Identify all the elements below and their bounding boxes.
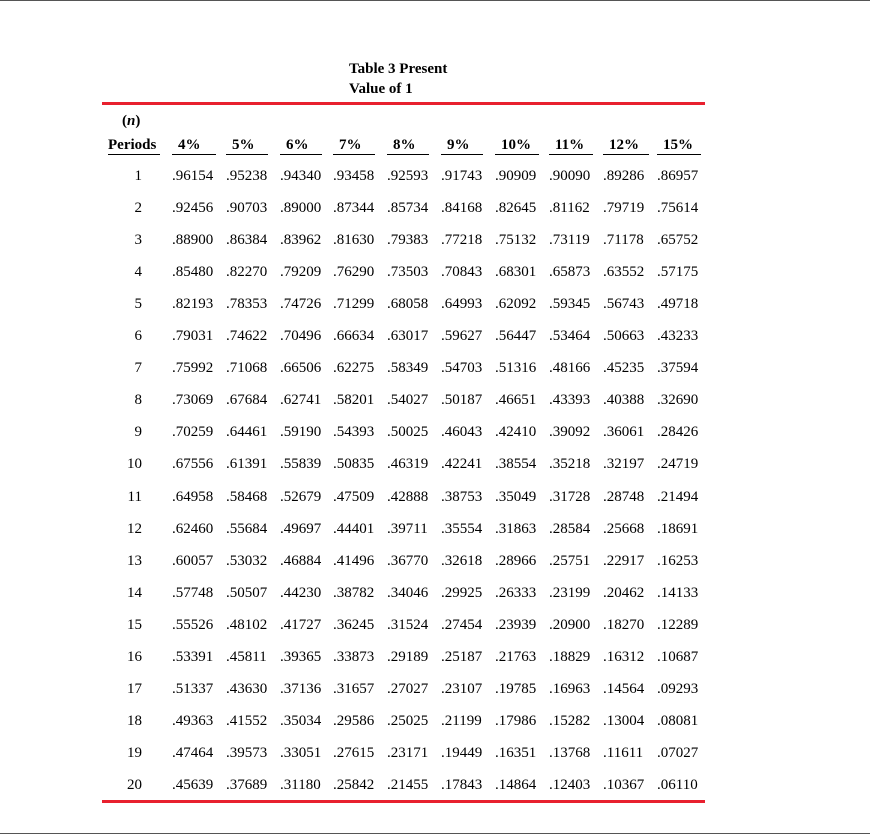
periods-n-label: (n) <box>122 113 141 129</box>
value-cell: .35034 <box>280 712 322 729</box>
value-cell: .35218 <box>549 456 591 473</box>
value-cell: .71299 <box>333 296 375 313</box>
value-cell: .42241 <box>441 456 483 473</box>
value-cell: .61391 <box>226 456 268 473</box>
value-cell: .09293 <box>657 680 699 697</box>
value-cell: .79031 <box>172 328 214 345</box>
value-cell: .48166 <box>549 360 591 377</box>
period-cell: 4 <box>134 264 142 281</box>
value-cell: .58201 <box>333 392 375 409</box>
value-cell: .87344 <box>333 200 375 217</box>
value-cell: .31524 <box>387 616 429 633</box>
value-cell: .21199 <box>441 712 482 729</box>
value-cell: .75132 <box>495 232 537 249</box>
rate-header: 7% <box>339 137 362 153</box>
value-cell: .42410 <box>495 424 537 441</box>
value-cell: .93458 <box>333 168 375 184</box>
value-cell: .36770 <box>387 552 429 569</box>
value-cell: .25751 <box>549 552 591 569</box>
value-cell: .65873 <box>549 264 591 281</box>
period-cell: 20 <box>127 776 142 793</box>
value-cell: .46319 <box>387 456 429 473</box>
period-cell: 17 <box>127 680 142 697</box>
value-cell: .43233 <box>657 328 699 345</box>
value-cell: .25025 <box>387 712 429 729</box>
value-cell: .88900 <box>172 232 214 249</box>
value-cell: .58468 <box>226 488 268 505</box>
value-cell: .20462 <box>603 584 645 601</box>
value-cell: .82645 <box>495 200 537 217</box>
value-cell: .50663 <box>603 328 645 345</box>
value-cell: .52679 <box>280 488 322 505</box>
rate-header: 9% <box>447 137 470 153</box>
rate-header-underline <box>172 154 216 155</box>
value-cell: .66506 <box>280 360 322 377</box>
period-cell: 13 <box>127 552 142 569</box>
value-cell: .86384 <box>226 232 268 249</box>
value-cell: .54393 <box>333 424 375 441</box>
period-cell: 14 <box>127 584 142 601</box>
value-cell: .60057 <box>172 552 214 569</box>
value-cell: .51316 <box>495 360 537 377</box>
value-cell: .74622 <box>226 328 268 345</box>
value-cell: .73119 <box>549 232 590 249</box>
value-cell: .27027 <box>387 680 429 697</box>
value-cell: .75992 <box>172 360 214 377</box>
value-cell: .23199 <box>549 584 591 601</box>
value-cell: .43630 <box>226 680 268 697</box>
value-cell: .53391 <box>172 648 214 665</box>
value-cell: .74726 <box>280 296 322 313</box>
value-cell: .19785 <box>495 680 537 697</box>
table-row <box>0 519 870 539</box>
value-cell: .25668 <box>603 520 645 537</box>
period-cell: 5 <box>134 296 142 313</box>
value-cell: .59627 <box>441 328 483 345</box>
value-cell: .10687 <box>657 648 699 665</box>
value-cell: .28584 <box>549 520 591 537</box>
rate-header: 10% <box>501 137 531 153</box>
period-cell: 2 <box>134 200 142 217</box>
value-cell: .58349 <box>387 360 429 377</box>
value-cell: .32197 <box>603 456 645 473</box>
value-cell: .50835 <box>333 456 375 473</box>
rate-header: 6% <box>286 137 309 153</box>
value-cell: .68301 <box>495 264 537 281</box>
value-cell: .67556 <box>172 456 214 473</box>
value-cell: .39365 <box>280 648 322 665</box>
value-cell: .85480 <box>172 264 214 281</box>
value-cell: .47509 <box>333 488 375 505</box>
value-cell: .22917 <box>603 552 645 569</box>
value-cell: .31657 <box>333 680 375 697</box>
value-cell: .12403 <box>549 776 591 793</box>
value-cell: .31180 <box>280 776 321 793</box>
value-cell: .38753 <box>441 488 483 505</box>
table-row <box>0 262 870 282</box>
value-cell: .21763 <box>495 648 537 665</box>
value-cell: .16963 <box>549 680 591 697</box>
table-title-line-1: Table 3 Present <box>349 61 448 77</box>
value-cell: .16312 <box>603 648 645 665</box>
table-row <box>0 198 870 218</box>
value-cell: .92593 <box>387 168 429 184</box>
period-cell: 12 <box>127 520 142 537</box>
rate-header-underline <box>657 154 701 155</box>
value-cell: .27454 <box>441 616 483 633</box>
value-cell: .39711 <box>387 520 428 537</box>
value-cell: .92456 <box>172 200 214 217</box>
value-cell: .50187 <box>441 392 483 409</box>
value-cell: .29925 <box>441 584 483 601</box>
periods-header: Periods <box>108 137 157 153</box>
value-cell: .91743 <box>441 168 483 184</box>
value-cell: .94340 <box>280 168 322 184</box>
value-cell: .49363 <box>172 712 214 729</box>
value-cell: .23107 <box>441 680 483 697</box>
value-cell: .78353 <box>226 296 268 313</box>
value-cell: .33873 <box>333 648 375 665</box>
n-symbol: n <box>127 113 136 129</box>
value-cell: .16351 <box>495 744 537 761</box>
rate-header-underline <box>280 154 322 155</box>
rate-header: 8% <box>393 137 416 153</box>
value-cell: .46043 <box>441 424 483 441</box>
value-cell: .54703 <box>441 360 483 377</box>
value-cell: .39092 <box>549 424 591 441</box>
table-row <box>0 743 870 763</box>
value-cell: .37136 <box>280 680 322 697</box>
period-cell: 8 <box>134 392 142 409</box>
value-cell: .07027 <box>657 744 699 761</box>
value-cell: .49697 <box>280 520 322 537</box>
period-cell: 19 <box>127 744 142 761</box>
value-cell: .29586 <box>333 712 375 729</box>
value-cell: .35049 <box>495 488 537 505</box>
value-cell: .76290 <box>333 264 375 281</box>
value-cell: .64993 <box>441 296 483 313</box>
value-cell: .84168 <box>441 200 483 217</box>
value-cell: .41727 <box>280 616 322 633</box>
table-row <box>0 711 870 731</box>
value-cell: .44401 <box>333 520 375 537</box>
value-cell: .41552 <box>226 712 268 729</box>
table-row <box>0 583 870 603</box>
value-cell: .17986 <box>495 712 537 729</box>
value-cell: .82193 <box>172 296 214 313</box>
value-cell: .55684 <box>226 520 268 537</box>
table-title-line-2: Value of 1 <box>349 81 413 97</box>
rate-header: 4% <box>178 137 201 153</box>
value-cell: .24719 <box>657 456 699 473</box>
value-cell: .59345 <box>549 296 591 313</box>
value-cell: .55526 <box>172 616 214 633</box>
value-cell: .25187 <box>441 648 483 665</box>
value-cell: .96154 <box>172 168 214 184</box>
value-cell: .12289 <box>657 616 699 633</box>
value-cell: .10367 <box>603 776 645 793</box>
period-cell: 10 <box>127 456 142 473</box>
value-cell: .35554 <box>441 520 483 537</box>
value-cell: .55839 <box>280 456 322 473</box>
value-cell: .56447 <box>495 328 537 345</box>
value-cell: .53464 <box>549 328 591 345</box>
rate-header: 12% <box>609 137 639 153</box>
value-cell: .19449 <box>441 744 483 761</box>
value-cell: .17843 <box>441 776 483 793</box>
value-cell: .56743 <box>603 296 645 313</box>
value-cell: .27615 <box>333 744 375 761</box>
value-cell: .70496 <box>280 328 322 345</box>
value-cell: .71068 <box>226 360 268 377</box>
table-bottom-rule <box>102 800 705 803</box>
value-cell: .90703 <box>226 200 268 217</box>
table-row <box>0 294 870 314</box>
value-cell: .85734 <box>387 200 429 217</box>
value-cell: .49718 <box>657 296 699 313</box>
value-cell: .25842 <box>333 776 375 793</box>
value-cell: .82270 <box>226 264 268 281</box>
value-cell: .13004 <box>603 712 645 729</box>
value-cell: .45811 <box>226 648 267 665</box>
value-cell: .44230 <box>280 584 322 601</box>
table-row <box>0 487 870 507</box>
value-cell: .39573 <box>226 744 268 761</box>
period-cell: 15 <box>127 616 142 633</box>
value-cell: .34046 <box>387 584 429 601</box>
value-cell: .18270 <box>603 616 645 633</box>
table-row <box>0 422 870 442</box>
table-row <box>0 679 870 699</box>
rate-header-underline <box>333 154 375 155</box>
value-cell: .28748 <box>603 488 645 505</box>
value-cell: .38782 <box>333 584 375 601</box>
period-cell: 3 <box>134 232 142 249</box>
value-cell: .68058 <box>387 296 429 313</box>
value-cell: .36245 <box>333 616 375 633</box>
value-cell: .73503 <box>387 264 429 281</box>
periods-header-underline <box>108 154 160 155</box>
value-cell: .18829 <box>549 648 591 665</box>
value-cell: .47464 <box>172 744 214 761</box>
table-row <box>0 454 870 474</box>
value-cell: .70843 <box>441 264 483 281</box>
value-cell: .23939 <box>495 616 537 633</box>
period-cell: 6 <box>134 328 142 345</box>
value-cell: .50507 <box>226 584 268 601</box>
table-row <box>0 326 870 346</box>
value-cell: .11611 <box>603 744 644 761</box>
value-cell: .62092 <box>495 296 537 313</box>
value-cell: .66634 <box>333 328 375 345</box>
value-cell: .51337 <box>172 680 214 697</box>
value-cell: .59190 <box>280 424 322 441</box>
value-cell: .90090 <box>549 168 591 184</box>
rate-header-underline <box>603 154 649 155</box>
value-cell: .41496 <box>333 552 375 569</box>
value-cell: .77218 <box>441 232 483 249</box>
value-cell: .90909 <box>495 168 537 184</box>
value-cell: .62741 <box>280 392 322 409</box>
value-cell: .71178 <box>603 232 644 249</box>
value-cell: .83962 <box>280 232 322 249</box>
value-cell: .89000 <box>280 200 322 217</box>
rate-header-underline <box>441 154 483 155</box>
value-cell: .54027 <box>387 392 429 409</box>
value-cell: .29189 <box>387 648 429 665</box>
table-row <box>0 775 870 795</box>
rate-header: 11% <box>555 137 585 153</box>
value-cell: .62275 <box>333 360 375 377</box>
value-cell: .95238 <box>226 168 268 184</box>
value-cell: .37689 <box>226 776 268 793</box>
value-cell: .14564 <box>603 680 645 697</box>
rate-header: 15% <box>663 137 693 153</box>
value-cell: .43393 <box>549 392 591 409</box>
table-row <box>0 390 870 410</box>
period-cell: 9 <box>134 424 142 441</box>
value-cell: .37594 <box>657 360 699 377</box>
rate-header-underline <box>495 154 539 155</box>
value-cell: .81162 <box>549 200 590 217</box>
value-cell: .28426 <box>657 424 699 441</box>
value-cell: .86957 <box>657 168 699 184</box>
rate-header-underline <box>549 154 593 155</box>
value-cell: .67684 <box>226 392 268 409</box>
value-cell: .79209 <box>280 264 322 281</box>
value-cell: .13768 <box>549 744 591 761</box>
table-row <box>0 551 870 571</box>
value-cell: .23171 <box>387 744 429 761</box>
value-cell: .20900 <box>549 616 591 633</box>
table-row <box>0 647 870 667</box>
value-cell: .79719 <box>603 200 645 217</box>
value-cell: .06110 <box>657 776 698 793</box>
value-cell: .70259 <box>172 424 214 441</box>
table-row <box>0 166 870 186</box>
value-cell: .14864 <box>495 776 537 793</box>
value-cell: .50025 <box>387 424 429 441</box>
value-cell: .31863 <box>495 520 537 537</box>
rate-header-underline <box>226 154 268 155</box>
value-cell: .57175 <box>657 264 699 281</box>
value-cell: .73069 <box>172 392 214 409</box>
value-cell: .21455 <box>387 776 429 793</box>
table-row <box>0 615 870 635</box>
value-cell: .46651 <box>495 392 537 409</box>
value-cell: .64958 <box>172 488 214 505</box>
value-cell: .42888 <box>387 488 429 505</box>
value-cell: .28966 <box>495 552 537 569</box>
value-cell: .08081 <box>657 712 699 729</box>
value-cell: .45235 <box>603 360 645 377</box>
value-cell: .46884 <box>280 552 322 569</box>
value-cell: .57748 <box>172 584 214 601</box>
page-bottom-border <box>0 833 870 834</box>
value-cell: .81630 <box>333 232 375 249</box>
value-cell: .89286 <box>603 168 645 184</box>
value-cell: .15282 <box>549 712 591 729</box>
page-top-border <box>0 0 870 1</box>
value-cell: .65752 <box>657 232 699 249</box>
value-cell: .32618 <box>441 552 483 569</box>
value-cell: .79383 <box>387 232 429 249</box>
rate-header: 5% <box>232 137 255 153</box>
period-cell: 11 <box>127 488 142 505</box>
value-cell: .53032 <box>226 552 268 569</box>
value-cell: .32690 <box>657 392 699 409</box>
period-cell: 18 <box>127 712 142 729</box>
value-cell: .26333 <box>495 584 537 601</box>
value-cell: .64461 <box>226 424 268 441</box>
value-cell: .21494 <box>657 488 699 505</box>
period-cell: 7 <box>134 360 142 377</box>
period-cell: 16 <box>127 648 142 665</box>
value-cell: .75614 <box>657 200 699 217</box>
table-top-rule <box>102 102 705 105</box>
value-cell: .62460 <box>172 520 214 537</box>
value-cell: .33051 <box>280 744 322 761</box>
value-cell: .18691 <box>657 520 699 537</box>
table-title <box>349 59 549 99</box>
value-cell: .48102 <box>226 616 268 633</box>
value-cell: .63017 <box>387 328 429 345</box>
value-cell: .63552 <box>603 264 645 281</box>
value-cell: .38554 <box>495 456 537 473</box>
rate-header-underline <box>387 154 429 155</box>
value-cell: .31728 <box>549 488 591 505</box>
value-cell: .40388 <box>603 392 645 409</box>
value-cell: .45639 <box>172 776 214 793</box>
table-row <box>0 358 870 378</box>
table-row <box>0 230 870 250</box>
value-cell: .14133 <box>657 584 699 601</box>
period-cell: 1 <box>134 168 142 184</box>
value-cell: .36061 <box>603 424 645 441</box>
value-cell: .16253 <box>657 552 699 569</box>
